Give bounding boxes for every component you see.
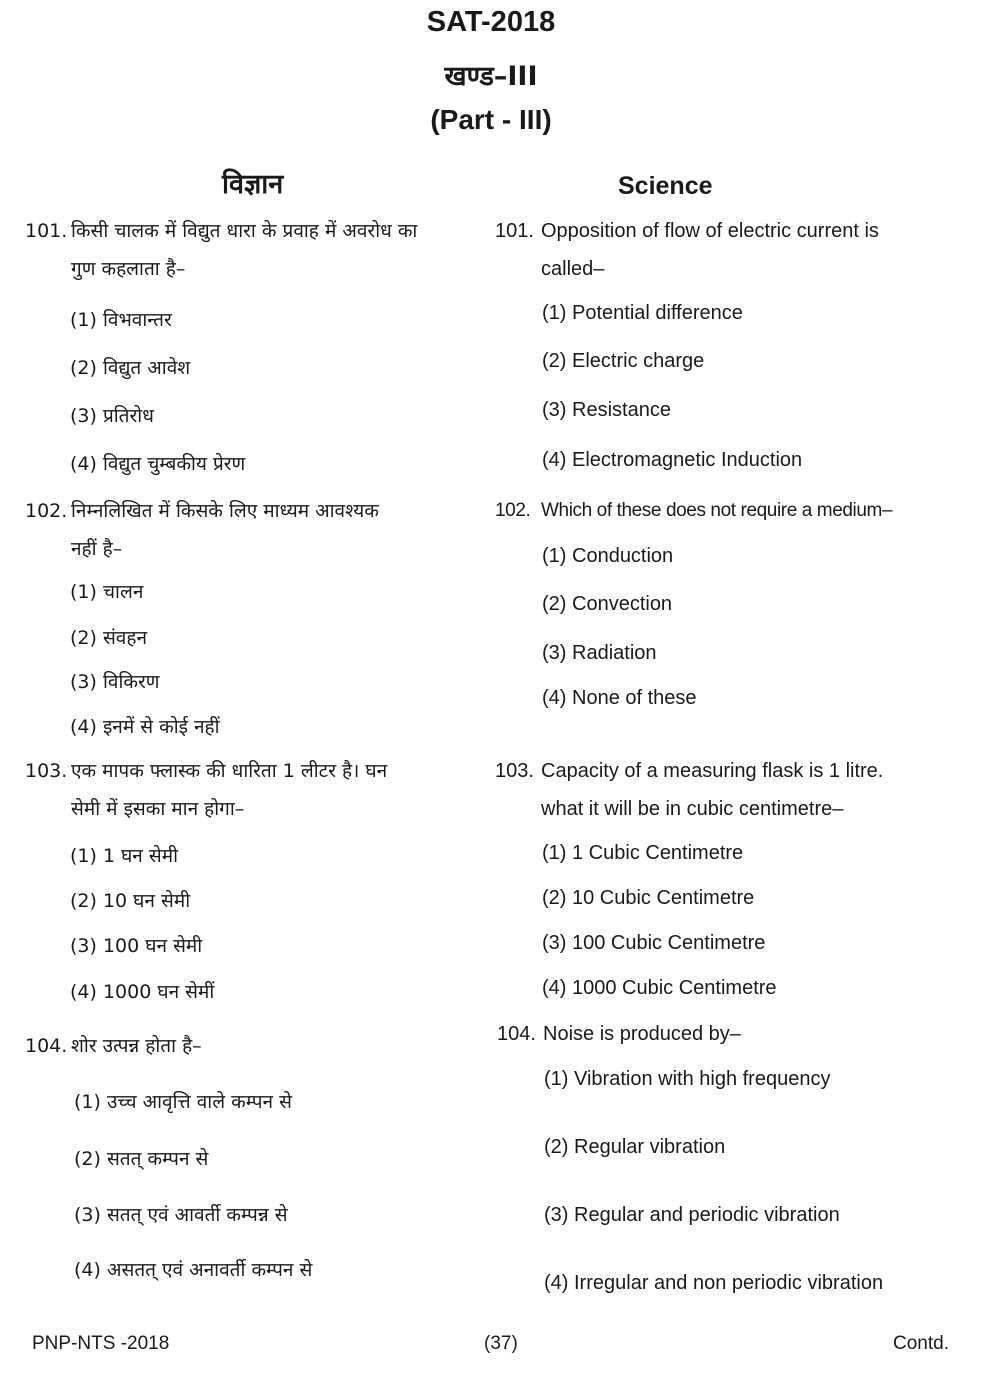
question-number: 103. [25,760,68,782]
option-102-1-hindi: (1) चालन [70,581,144,603]
section-title-hindi: खण्ड–III [444,61,538,92]
option-101-4-hindi: (4) विद्युत चुम्बकीय प्रेरण [70,453,246,475]
option-104-3-english: (3) Regular and periodic vibration [544,1204,840,1226]
option-102-3-english: (3) Radiation [542,642,657,664]
option-101-1-hindi: (1) विभवान्तर [70,309,172,331]
question-number: 103. [495,760,534,782]
option-103-3-english: (3) 100 Cubic Centimetre [542,932,766,954]
question-number: 102. [25,500,68,522]
question-text-line1: Opposition of flow of electric current is [541,220,879,242]
question-text-line1: निम्नलिखित में किसके लिए माध्यम आवश्यक [71,500,379,522]
option-104-1-hindi: (1) उच्च आवृत्ति वाले कम्पन से [74,1091,292,1113]
option-103-3-hindi: (3) 100 घन सेमी [70,935,203,957]
exam-title: SAT-2018 [426,6,556,38]
question-101-english [495,212,965,288]
question-103-hindi [25,752,485,828]
question-number: 101. [25,220,68,242]
option-102-2-english: (2) Convection [542,593,673,615]
option-101-2-hindi: (2) विद्युत आवेश [70,357,191,379]
question-number: 101. [495,220,534,242]
hindi-column-heading: विज्ञान [222,169,284,200]
continued-label: Contd. [893,1333,949,1354]
question-102-hindi [25,492,485,568]
option-101-4-english: (4) Electromagnetic Induction [542,449,803,471]
option-101-3-english: (3) Resistance [542,399,671,421]
option-102-4-english: (4) None of these [542,687,697,709]
option-104-4-hindi: (4) असतत् एवं अनावर्ती कम्पन से [74,1259,313,1281]
option-104-2-hindi: (2) सतत् कम्पन से [74,1148,209,1170]
question-104-hindi [25,1027,485,1065]
question-text-line1: Noise is produced by– [543,1023,741,1045]
option-104-1-english: (1) Vibration with high frequency [544,1068,831,1090]
page-number: (37) [484,1333,518,1354]
question-text-line1: Which of these does not require a medium– [541,500,893,521]
option-103-1-hindi: (1) 1 घन सेमी [70,845,179,867]
question-text-line2: सेमी में इसका मान होगा– [71,798,245,820]
question-number: 104. [25,1035,68,1057]
section-title-english: (Part - III) [430,104,552,135]
option-103-2-hindi: (2) 10 घन सेमी [70,890,191,912]
option-104-2-english: (2) Regular vibration [544,1136,726,1158]
question-text-line2: called– [541,258,605,280]
option-103-4-hindi: (4) 1000 घन सेमीं [70,981,215,1003]
option-103-4-english: (4) 1000 Cubic Centimetre [542,977,777,999]
option-101-1-english: (1) Potential difference [542,302,743,324]
question-103-english [495,752,965,828]
question-text-line2: नहीं है– [71,538,123,560]
option-102-1-english: (1) Conduction [542,545,674,567]
question-text-line1: शोर उत्पन्न होता है– [71,1035,202,1057]
footer-code: PNP-NTS -2018 [32,1333,170,1354]
option-101-2-english: (2) Electric charge [542,350,705,372]
option-102-4-hindi: (4) इनमें से कोई नहीं [70,716,220,738]
option-102-2-hindi: (2) संवहन [70,627,147,649]
option-101-3-hindi: (3) प्रतिरोध [70,405,154,427]
option-103-2-english: (2) 10 Cubic Centimetre [542,887,755,909]
option-102-3-hindi: (3) विकिरण [70,671,160,693]
question-104-english [497,1015,967,1053]
english-column-heading: Science [618,172,713,200]
question-text-line1: एक मापक फ्लास्क की धारिता 1 लीटर है। घन [71,760,388,782]
question-text-line2: गुण कहलाता है– [71,258,186,280]
question-text-line1: किसी चालक में विद्युत धारा के प्रवाह में अवरोध का [71,220,418,242]
question-101-hindi [25,212,485,288]
question-number: 104. [497,1023,536,1045]
option-103-1-english: (1) 1 Cubic Centimetre [542,842,744,864]
question-text-line2: what it will be in cubic centimetre– [541,798,844,820]
question-number: 102. [495,500,531,521]
option-104-3-hindi: (3) सतत् एवं आवर्ती कम्पन्न से [74,1204,288,1226]
option-104-4-english: (4) Irregular and non periodic vibration [544,1272,884,1294]
question-102-english [495,492,965,530]
question-text-line1: Capacity of a measuring flask is 1 litre. [541,760,884,782]
